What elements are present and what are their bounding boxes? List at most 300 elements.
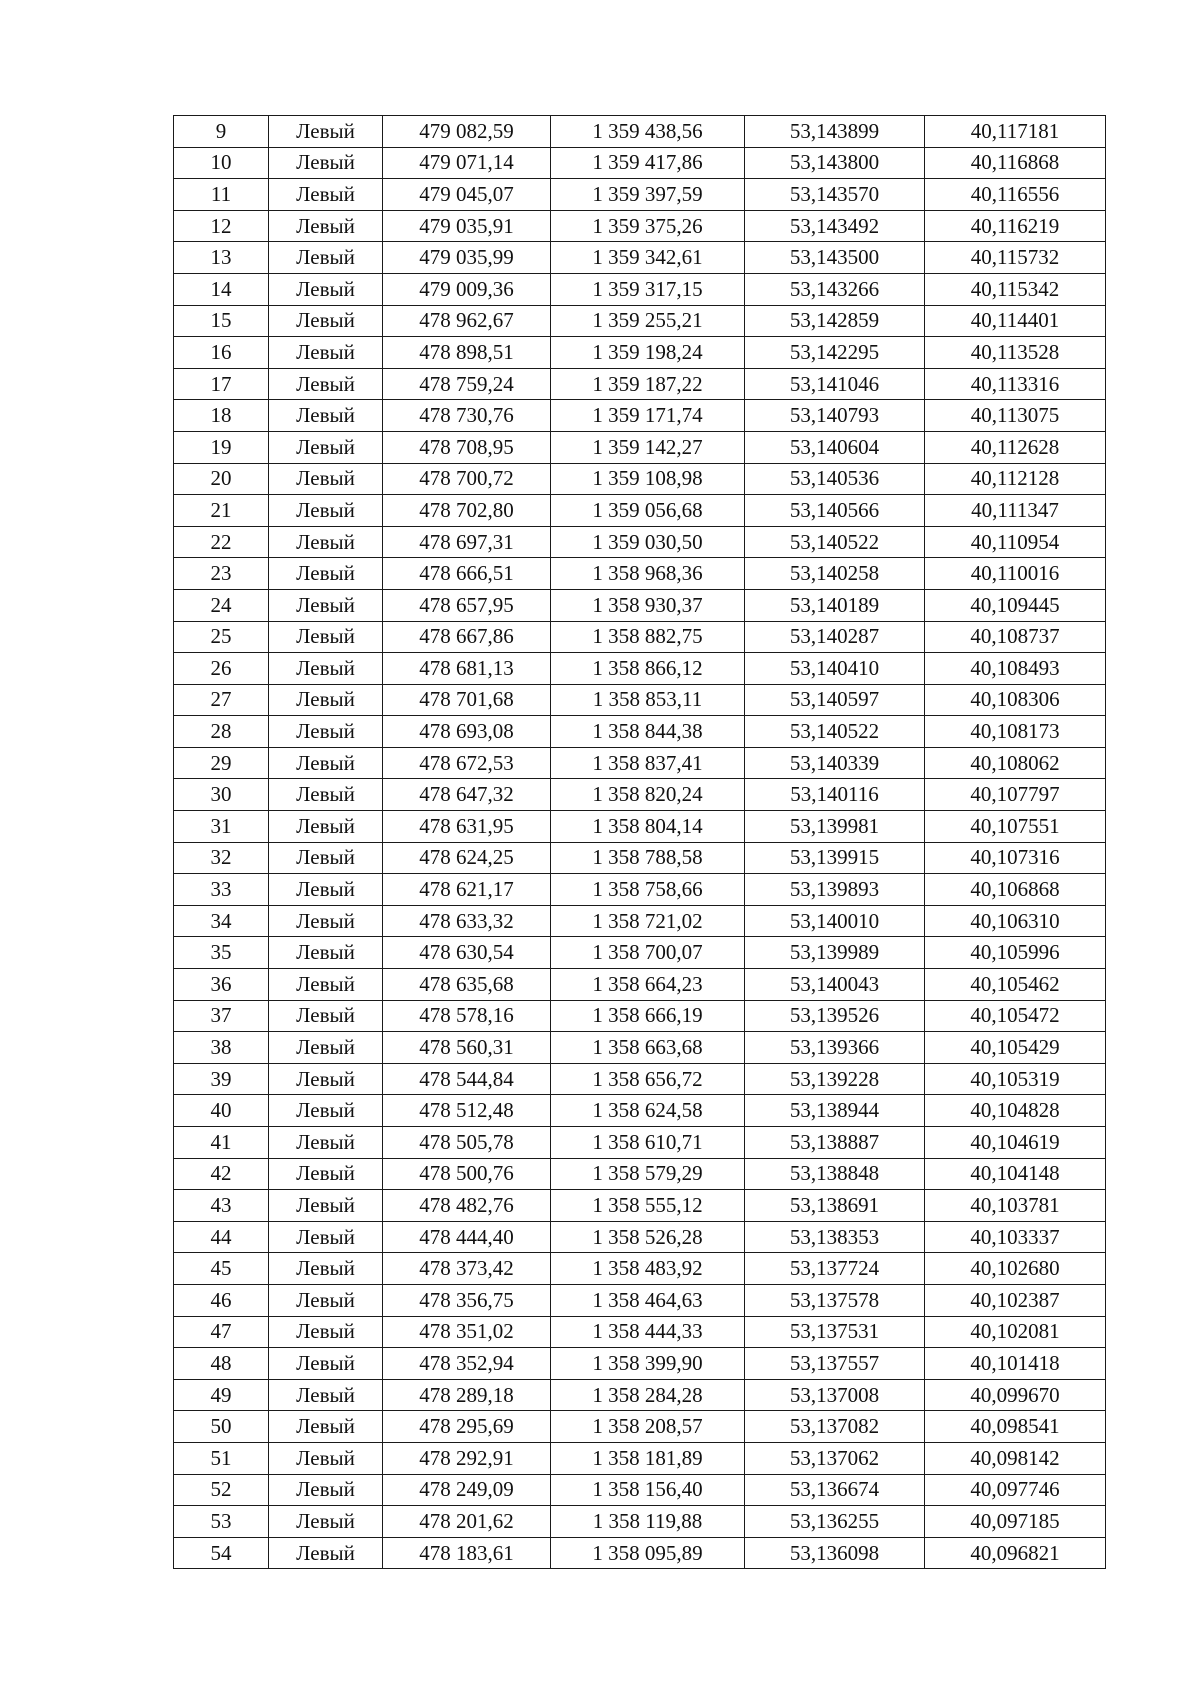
- side-cell: Левый: [269, 1095, 383, 1127]
- side-cell: Левый: [269, 1158, 383, 1190]
- coordinates-table-body: [174, 116, 1106, 1569]
- y-coordinate-cell: 1 358 853,11: [551, 684, 745, 716]
- x-coordinate-cell: 478 249,09: [383, 1474, 551, 1506]
- x-coordinate-cell: 478 666,51: [383, 558, 551, 590]
- x-coordinate-cell: 478 500,76: [383, 1158, 551, 1190]
- x-coordinate-cell: 478 352,94: [383, 1348, 551, 1380]
- y-coordinate-cell: 1 359 255,21: [551, 305, 745, 337]
- table-row: [174, 653, 1106, 685]
- table-row: [174, 621, 1106, 653]
- point-number-cell: 34: [174, 905, 269, 937]
- x-coordinate-cell: 479 071,14: [383, 147, 551, 179]
- side-cell: Левый: [269, 242, 383, 274]
- side-cell: Левый: [269, 1190, 383, 1222]
- y-coordinate-cell: 1 358 579,29: [551, 1158, 745, 1190]
- x-coordinate-cell: 478 373,42: [383, 1253, 551, 1285]
- longitude-cell: 40,098541: [925, 1411, 1106, 1443]
- x-coordinate-cell: 478 708,95: [383, 431, 551, 463]
- x-coordinate-cell: 478 633,32: [383, 905, 551, 937]
- longitude-cell: 40,105429: [925, 1032, 1106, 1064]
- x-coordinate-cell: 478 667,86: [383, 621, 551, 653]
- side-cell: Левый: [269, 147, 383, 179]
- latitude-cell: 53,139228: [745, 1063, 925, 1095]
- side-cell: Левый: [269, 589, 383, 621]
- table-row: [174, 1348, 1106, 1380]
- side-cell: Левый: [269, 937, 383, 969]
- point-number-cell: 46: [174, 1284, 269, 1316]
- longitude-cell: 40,117181: [925, 116, 1106, 148]
- longitude-cell: 40,113316: [925, 368, 1106, 400]
- y-coordinate-cell: 1 358 700,07: [551, 937, 745, 969]
- latitude-cell: 53,142295: [745, 337, 925, 369]
- longitude-cell: 40,098142: [925, 1442, 1106, 1474]
- latitude-cell: 53,143492: [745, 210, 925, 242]
- point-number-cell: 19: [174, 431, 269, 463]
- table-row: [174, 969, 1106, 1001]
- point-number-cell: 36: [174, 969, 269, 1001]
- side-cell: Левый: [269, 811, 383, 843]
- latitude-cell: 53,136255: [745, 1506, 925, 1538]
- side-cell: Левый: [269, 684, 383, 716]
- longitude-cell: 40,102081: [925, 1316, 1106, 1348]
- table-row: [174, 589, 1106, 621]
- longitude-cell: 40,110016: [925, 558, 1106, 590]
- y-coordinate-cell: 1 358 181,89: [551, 1442, 745, 1474]
- latitude-cell: 53,138353: [745, 1221, 925, 1253]
- point-number-cell: 52: [174, 1474, 269, 1506]
- point-number-cell: 31: [174, 811, 269, 843]
- table-row: [174, 1158, 1106, 1190]
- table-row: [174, 558, 1106, 590]
- longitude-cell: 40,099670: [925, 1379, 1106, 1411]
- table-row: [174, 273, 1106, 305]
- longitude-cell: 40,102387: [925, 1284, 1106, 1316]
- x-coordinate-cell: 478 560,31: [383, 1032, 551, 1064]
- y-coordinate-cell: 1 359 198,24: [551, 337, 745, 369]
- table-row: [174, 147, 1106, 179]
- point-number-cell: 39: [174, 1063, 269, 1095]
- longitude-cell: 40,116556: [925, 179, 1106, 211]
- y-coordinate-cell: 1 358 555,12: [551, 1190, 745, 1222]
- x-coordinate-cell: 479 045,07: [383, 179, 551, 211]
- longitude-cell: 40,105462: [925, 969, 1106, 1001]
- x-coordinate-cell: 478 635,68: [383, 969, 551, 1001]
- point-number-cell: 14: [174, 273, 269, 305]
- latitude-cell: 53,140597: [745, 684, 925, 716]
- point-number-cell: 18: [174, 400, 269, 432]
- table-row: [174, 1095, 1106, 1127]
- x-coordinate-cell: 478 631,95: [383, 811, 551, 843]
- point-number-cell: 9: [174, 116, 269, 148]
- latitude-cell: 53,137062: [745, 1442, 925, 1474]
- side-cell: Левый: [269, 463, 383, 495]
- y-coordinate-cell: 1 359 317,15: [551, 273, 745, 305]
- longitude-cell: 40,116219: [925, 210, 1106, 242]
- side-cell: Левый: [269, 337, 383, 369]
- longitude-cell: 40,106310: [925, 905, 1106, 937]
- latitude-cell: 53,138887: [745, 1127, 925, 1159]
- latitude-cell: 53,138691: [745, 1190, 925, 1222]
- x-coordinate-cell: 478 295,69: [383, 1411, 551, 1443]
- point-number-cell: 15: [174, 305, 269, 337]
- y-coordinate-cell: 1 358 968,36: [551, 558, 745, 590]
- side-cell: Левый: [269, 1348, 383, 1380]
- table-row: [174, 1316, 1106, 1348]
- longitude-cell: 40,113075: [925, 400, 1106, 432]
- side-cell: Левый: [269, 179, 383, 211]
- table-row: [174, 463, 1106, 495]
- x-coordinate-cell: 479 035,99: [383, 242, 551, 274]
- latitude-cell: 53,140522: [745, 716, 925, 748]
- table-row: [174, 431, 1106, 463]
- x-coordinate-cell: 478 898,51: [383, 337, 551, 369]
- y-coordinate-cell: 1 358 156,40: [551, 1474, 745, 1506]
- point-number-cell: 26: [174, 653, 269, 685]
- point-number-cell: 49: [174, 1379, 269, 1411]
- y-coordinate-cell: 1 358 444,33: [551, 1316, 745, 1348]
- longitude-cell: 40,108306: [925, 684, 1106, 716]
- point-number-cell: 44: [174, 1221, 269, 1253]
- table-row: [174, 242, 1106, 274]
- y-coordinate-cell: 1 358 526,28: [551, 1221, 745, 1253]
- point-number-cell: 24: [174, 589, 269, 621]
- side-cell: Левый: [269, 1474, 383, 1506]
- table-row: [174, 842, 1106, 874]
- latitude-cell: 53,141046: [745, 368, 925, 400]
- point-number-cell: 32: [174, 842, 269, 874]
- y-coordinate-cell: 1 358 820,24: [551, 779, 745, 811]
- y-coordinate-cell: 1 358 464,63: [551, 1284, 745, 1316]
- y-coordinate-cell: 1 358 866,12: [551, 653, 745, 685]
- latitude-cell: 53,140410: [745, 653, 925, 685]
- latitude-cell: 53,143570: [745, 179, 925, 211]
- side-cell: Левый: [269, 431, 383, 463]
- side-cell: Левый: [269, 1537, 383, 1569]
- point-number-cell: 45: [174, 1253, 269, 1285]
- side-cell: Левый: [269, 1000, 383, 1032]
- point-number-cell: 41: [174, 1127, 269, 1159]
- longitude-cell: 40,101418: [925, 1348, 1106, 1380]
- x-coordinate-cell: 478 292,91: [383, 1442, 551, 1474]
- point-number-cell: 50: [174, 1411, 269, 1443]
- point-number-cell: 37: [174, 1000, 269, 1032]
- side-cell: Левый: [269, 1063, 383, 1095]
- latitude-cell: 53,143899: [745, 116, 925, 148]
- table-row: [174, 1442, 1106, 1474]
- longitude-cell: 40,108493: [925, 653, 1106, 685]
- point-number-cell: 22: [174, 526, 269, 558]
- table-row: [174, 1506, 1106, 1538]
- x-coordinate-cell: 478 351,02: [383, 1316, 551, 1348]
- y-coordinate-cell: 1 358 666,19: [551, 1000, 745, 1032]
- table-row: [174, 1127, 1106, 1159]
- y-coordinate-cell: 1 358 095,89: [551, 1537, 745, 1569]
- side-cell: Левый: [269, 842, 383, 874]
- latitude-cell: 53,139893: [745, 874, 925, 906]
- side-cell: Левый: [269, 716, 383, 748]
- longitude-cell: 40,105472: [925, 1000, 1106, 1032]
- latitude-cell: 53,140010: [745, 905, 925, 937]
- side-cell: Левый: [269, 905, 383, 937]
- y-coordinate-cell: 1 358 610,71: [551, 1127, 745, 1159]
- table-row: [174, 1063, 1106, 1095]
- table-row: [174, 1411, 1106, 1443]
- longitude-cell: 40,103781: [925, 1190, 1106, 1222]
- y-coordinate-cell: 1 358 721,02: [551, 905, 745, 937]
- table-row: [174, 400, 1106, 432]
- y-coordinate-cell: 1 358 664,23: [551, 969, 745, 1001]
- longitude-cell: 40,115732: [925, 242, 1106, 274]
- x-coordinate-cell: 478 701,68: [383, 684, 551, 716]
- latitude-cell: 53,140116: [745, 779, 925, 811]
- y-coordinate-cell: 1 359 187,22: [551, 368, 745, 400]
- latitude-cell: 53,139981: [745, 811, 925, 843]
- side-cell: Левый: [269, 210, 383, 242]
- latitude-cell: 53,143266: [745, 273, 925, 305]
- point-number-cell: 27: [174, 684, 269, 716]
- latitude-cell: 53,143800: [745, 147, 925, 179]
- table-row: [174, 1379, 1106, 1411]
- y-coordinate-cell: 1 358 758,66: [551, 874, 745, 906]
- x-coordinate-cell: 478 183,61: [383, 1537, 551, 1569]
- latitude-cell: 53,139366: [745, 1032, 925, 1064]
- longitude-cell: 40,108737: [925, 621, 1106, 653]
- x-coordinate-cell: 478 759,24: [383, 368, 551, 400]
- longitude-cell: 40,097746: [925, 1474, 1106, 1506]
- table-row: [174, 1221, 1106, 1253]
- table-row: [174, 874, 1106, 906]
- y-coordinate-cell: 1 359 056,68: [551, 495, 745, 527]
- longitude-cell: 40,107316: [925, 842, 1106, 874]
- longitude-cell: 40,113528: [925, 337, 1106, 369]
- longitude-cell: 40,097185: [925, 1506, 1106, 1538]
- longitude-cell: 40,108062: [925, 747, 1106, 779]
- point-number-cell: 30: [174, 779, 269, 811]
- longitude-cell: 40,103337: [925, 1221, 1106, 1253]
- latitude-cell: 53,137724: [745, 1253, 925, 1285]
- x-coordinate-cell: 479 082,59: [383, 116, 551, 148]
- point-number-cell: 16: [174, 337, 269, 369]
- y-coordinate-cell: 1 358 119,88: [551, 1506, 745, 1538]
- table-row: [174, 811, 1106, 843]
- point-number-cell: 21: [174, 495, 269, 527]
- x-coordinate-cell: 478 702,80: [383, 495, 551, 527]
- latitude-cell: 53,140339: [745, 747, 925, 779]
- point-number-cell: 42: [174, 1158, 269, 1190]
- longitude-cell: 40,115342: [925, 273, 1106, 305]
- x-coordinate-cell: 478 700,72: [383, 463, 551, 495]
- longitude-cell: 40,105319: [925, 1063, 1106, 1095]
- latitude-cell: 53,140043: [745, 969, 925, 1001]
- side-cell: Левый: [269, 1442, 383, 1474]
- side-cell: Левый: [269, 1379, 383, 1411]
- y-coordinate-cell: 1 358 930,37: [551, 589, 745, 621]
- y-coordinate-cell: 1 358 788,58: [551, 842, 745, 874]
- table-row: [174, 937, 1106, 969]
- table-row: [174, 1474, 1106, 1506]
- table-row: [174, 684, 1106, 716]
- table-row: [174, 116, 1106, 148]
- x-coordinate-cell: 478 505,78: [383, 1127, 551, 1159]
- point-number-cell: 33: [174, 874, 269, 906]
- latitude-cell: 53,139989: [745, 937, 925, 969]
- table-row: [174, 1190, 1106, 1222]
- table-row: [174, 779, 1106, 811]
- table-row: [174, 210, 1106, 242]
- table-row: [174, 368, 1106, 400]
- latitude-cell: 53,138944: [745, 1095, 925, 1127]
- x-coordinate-cell: 478 512,48: [383, 1095, 551, 1127]
- longitude-cell: 40,104619: [925, 1127, 1106, 1159]
- point-number-cell: 13: [174, 242, 269, 274]
- point-number-cell: 10: [174, 147, 269, 179]
- latitude-cell: 53,137557: [745, 1348, 925, 1380]
- y-coordinate-cell: 1 358 208,57: [551, 1411, 745, 1443]
- longitude-cell: 40,116868: [925, 147, 1106, 179]
- y-coordinate-cell: 1 358 284,28: [551, 1379, 745, 1411]
- longitude-cell: 40,105996: [925, 937, 1106, 969]
- x-coordinate-cell: 478 962,67: [383, 305, 551, 337]
- side-cell: Левый: [269, 874, 383, 906]
- side-cell: Левый: [269, 1411, 383, 1443]
- x-coordinate-cell: 478 621,17: [383, 874, 551, 906]
- table-row: [174, 1032, 1106, 1064]
- latitude-cell: 53,137082: [745, 1411, 925, 1443]
- side-cell: Левый: [269, 558, 383, 590]
- side-cell: Левый: [269, 653, 383, 685]
- longitude-cell: 40,109445: [925, 589, 1106, 621]
- latitude-cell: 53,140258: [745, 558, 925, 590]
- longitude-cell: 40,114401: [925, 305, 1106, 337]
- longitude-cell: 40,104828: [925, 1095, 1106, 1127]
- table-row: [174, 1537, 1106, 1569]
- side-cell: Левый: [269, 1506, 383, 1538]
- side-cell: Левый: [269, 116, 383, 148]
- point-number-cell: 29: [174, 747, 269, 779]
- latitude-cell: 53,140536: [745, 463, 925, 495]
- y-coordinate-cell: 1 358 483,92: [551, 1253, 745, 1285]
- longitude-cell: 40,108173: [925, 716, 1106, 748]
- x-coordinate-cell: 478 693,08: [383, 716, 551, 748]
- y-coordinate-cell: 1 359 375,26: [551, 210, 745, 242]
- coordinates-table: [173, 115, 1106, 1569]
- x-coordinate-cell: 478 544,84: [383, 1063, 551, 1095]
- y-coordinate-cell: 1 358 804,14: [551, 811, 745, 843]
- x-coordinate-cell: 478 578,16: [383, 1000, 551, 1032]
- side-cell: Левый: [269, 779, 383, 811]
- x-coordinate-cell: 478 630,54: [383, 937, 551, 969]
- point-number-cell: 35: [174, 937, 269, 969]
- table-row: [174, 495, 1106, 527]
- latitude-cell: 53,136098: [745, 1537, 925, 1569]
- x-coordinate-cell: 478 444,40: [383, 1221, 551, 1253]
- longitude-cell: 40,112628: [925, 431, 1106, 463]
- side-cell: Левый: [269, 969, 383, 1001]
- point-number-cell: 25: [174, 621, 269, 653]
- longitude-cell: 40,104148: [925, 1158, 1106, 1190]
- longitude-cell: 40,107551: [925, 811, 1106, 843]
- longitude-cell: 40,102680: [925, 1253, 1106, 1285]
- x-coordinate-cell: 478 657,95: [383, 589, 551, 621]
- y-coordinate-cell: 1 359 142,27: [551, 431, 745, 463]
- table-row: [174, 305, 1106, 337]
- y-coordinate-cell: 1 358 882,75: [551, 621, 745, 653]
- latitude-cell: 53,140604: [745, 431, 925, 463]
- latitude-cell: 53,140793: [745, 400, 925, 432]
- y-coordinate-cell: 1 359 108,98: [551, 463, 745, 495]
- latitude-cell: 53,137578: [745, 1284, 925, 1316]
- point-number-cell: 47: [174, 1316, 269, 1348]
- point-number-cell: 20: [174, 463, 269, 495]
- point-number-cell: 11: [174, 179, 269, 211]
- y-coordinate-cell: 1 359 417,86: [551, 147, 745, 179]
- point-number-cell: 51: [174, 1442, 269, 1474]
- point-number-cell: 48: [174, 1348, 269, 1380]
- side-cell: Левый: [269, 1316, 383, 1348]
- side-cell: Левый: [269, 1253, 383, 1285]
- side-cell: Левый: [269, 1284, 383, 1316]
- x-coordinate-cell: 478 624,25: [383, 842, 551, 874]
- side-cell: Левый: [269, 747, 383, 779]
- point-number-cell: 28: [174, 716, 269, 748]
- y-coordinate-cell: 1 359 030,50: [551, 526, 745, 558]
- side-cell: Левый: [269, 621, 383, 653]
- x-coordinate-cell: 478 730,76: [383, 400, 551, 432]
- point-number-cell: 17: [174, 368, 269, 400]
- longitude-cell: 40,111347: [925, 495, 1106, 527]
- latitude-cell: 53,142859: [745, 305, 925, 337]
- latitude-cell: 53,137531: [745, 1316, 925, 1348]
- y-coordinate-cell: 1 359 342,61: [551, 242, 745, 274]
- latitude-cell: 53,140189: [745, 589, 925, 621]
- y-coordinate-cell: 1 358 624,58: [551, 1095, 745, 1127]
- table-row: [174, 337, 1106, 369]
- x-coordinate-cell: 478 482,76: [383, 1190, 551, 1222]
- latitude-cell: 53,136674: [745, 1474, 925, 1506]
- table-row: [174, 747, 1106, 779]
- point-number-cell: 54: [174, 1537, 269, 1569]
- point-number-cell: 40: [174, 1095, 269, 1127]
- x-coordinate-cell: 478 681,13: [383, 653, 551, 685]
- side-cell: Левый: [269, 1127, 383, 1159]
- table-row: [174, 1253, 1106, 1285]
- side-cell: Левый: [269, 273, 383, 305]
- latitude-cell: 53,139526: [745, 1000, 925, 1032]
- y-coordinate-cell: 1 358 399,90: [551, 1348, 745, 1380]
- side-cell: Левый: [269, 495, 383, 527]
- side-cell: Левый: [269, 368, 383, 400]
- table-row: [174, 179, 1106, 211]
- longitude-cell: 40,106868: [925, 874, 1106, 906]
- x-coordinate-cell: 478 356,75: [383, 1284, 551, 1316]
- y-coordinate-cell: 1 358 844,38: [551, 716, 745, 748]
- y-coordinate-cell: 1 358 656,72: [551, 1063, 745, 1095]
- side-cell: Левый: [269, 1221, 383, 1253]
- latitude-cell: 53,140522: [745, 526, 925, 558]
- x-coordinate-cell: 478 201,62: [383, 1506, 551, 1538]
- y-coordinate-cell: 1 359 171,74: [551, 400, 745, 432]
- table-row: [174, 526, 1106, 558]
- latitude-cell: 53,138848: [745, 1158, 925, 1190]
- point-number-cell: 43: [174, 1190, 269, 1222]
- longitude-cell: 40,112128: [925, 463, 1106, 495]
- latitude-cell: 53,137008: [745, 1379, 925, 1411]
- y-coordinate-cell: 1 358 663,68: [551, 1032, 745, 1064]
- table-row: [174, 905, 1106, 937]
- x-coordinate-cell: 479 009,36: [383, 273, 551, 305]
- side-cell: Левый: [269, 400, 383, 432]
- latitude-cell: 53,143500: [745, 242, 925, 274]
